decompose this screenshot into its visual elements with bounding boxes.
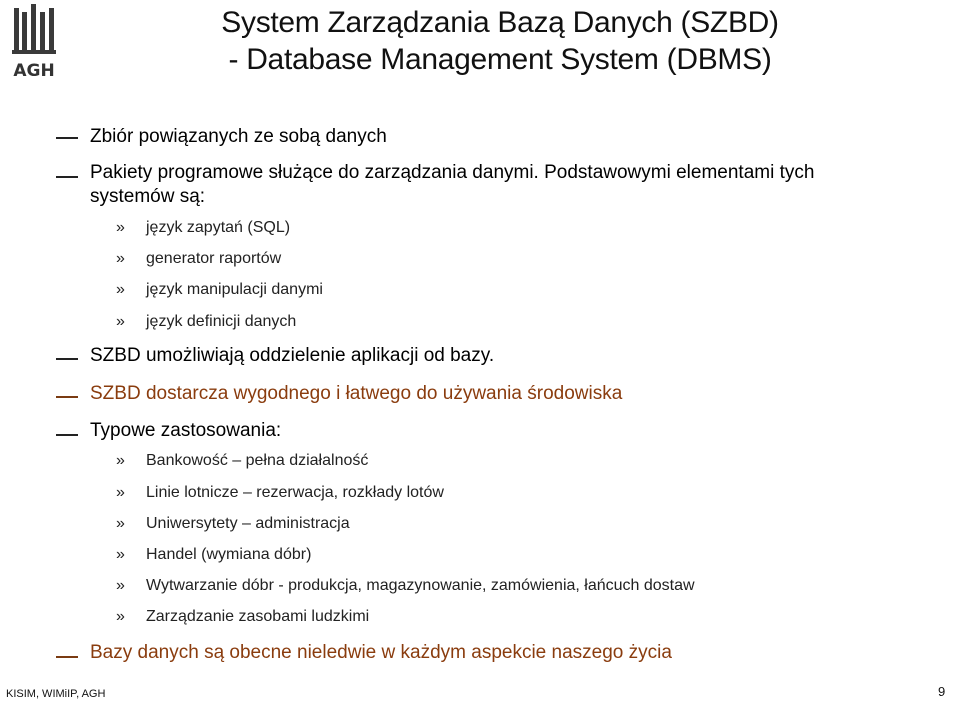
bullet-2-cont: systemów są: <box>90 186 206 207</box>
sub-item-text: Handel (wymiana dóbr) <box>146 546 312 563</box>
page-number: 9 <box>938 684 946 699</box>
sub-item-text: Wytwarzanie dóbr - produkcja, magazynowanie, zamówienia, łańcuch dostaw <box>146 577 695 594</box>
bullet-dash <box>56 396 78 398</box>
bullet-4: SZBD dostarcza wygodnego i łatwego do używania środowiska <box>90 383 623 404</box>
sub-marker: » <box>116 546 125 563</box>
sub-marker: » <box>116 313 125 330</box>
sub-marker: » <box>116 281 125 298</box>
sub-marker: » <box>116 250 125 267</box>
bullet-dash <box>56 434 78 436</box>
bullet-3: SZBD umożliwiają oddzielenie aplikacji od bazy. <box>90 345 495 366</box>
sub-item-text: język manipulacji danymi <box>146 281 323 298</box>
agh-logo <box>8 2 64 82</box>
bullet-1: Zbiór powiązanych ze sobą danych <box>90 126 387 147</box>
bullet-2: Pakiety programowe służące do zarządzania danymi. Podstawowymi elementami tych <box>90 162 815 183</box>
footer-source: KISIM, WIMiIP, AGH <box>6 688 106 700</box>
sub-item-text: język definicji danych <box>146 313 297 330</box>
bullet-5: Typowe zastosowania: <box>90 420 282 441</box>
sub-item-text: Bankowość – pełna działalność <box>146 452 369 469</box>
bullet-dash <box>56 137 78 139</box>
sub-item-text: język zapytań (SQL) <box>146 219 291 236</box>
sub-item-text: Uniwersytety – administracja <box>146 515 350 532</box>
sub-item-text: Linie lotnicze – rezerwacja, rozkłady lotów <box>146 484 444 501</box>
bullet-6: Bazy danych są obecne nieledwie w każdym aspekcie naszego życia <box>90 642 672 663</box>
slide-title <box>220 4 780 78</box>
sub-marker: » <box>116 484 125 501</box>
sub-marker: » <box>116 608 125 625</box>
title-line-1: System Zarządzania Bazą Danych (SZBD) <box>221 6 779 39</box>
sub-item-text: generator raportów <box>146 250 282 267</box>
bullet-dash <box>56 656 78 658</box>
sub-item-text: Zarządzanie zasobami ludzkimi <box>146 608 370 625</box>
bullet-dash <box>56 176 78 178</box>
title-line-2: - Database Management System (DBMS) <box>228 43 772 76</box>
logo-text: AGH <box>13 61 55 81</box>
sub-marker: » <box>116 452 125 469</box>
sub-marker: » <box>116 219 125 236</box>
bullet-dash <box>56 358 78 360</box>
sub-marker: » <box>116 577 125 594</box>
sub-marker: » <box>116 515 125 532</box>
agh-logo-mark <box>8 2 64 82</box>
